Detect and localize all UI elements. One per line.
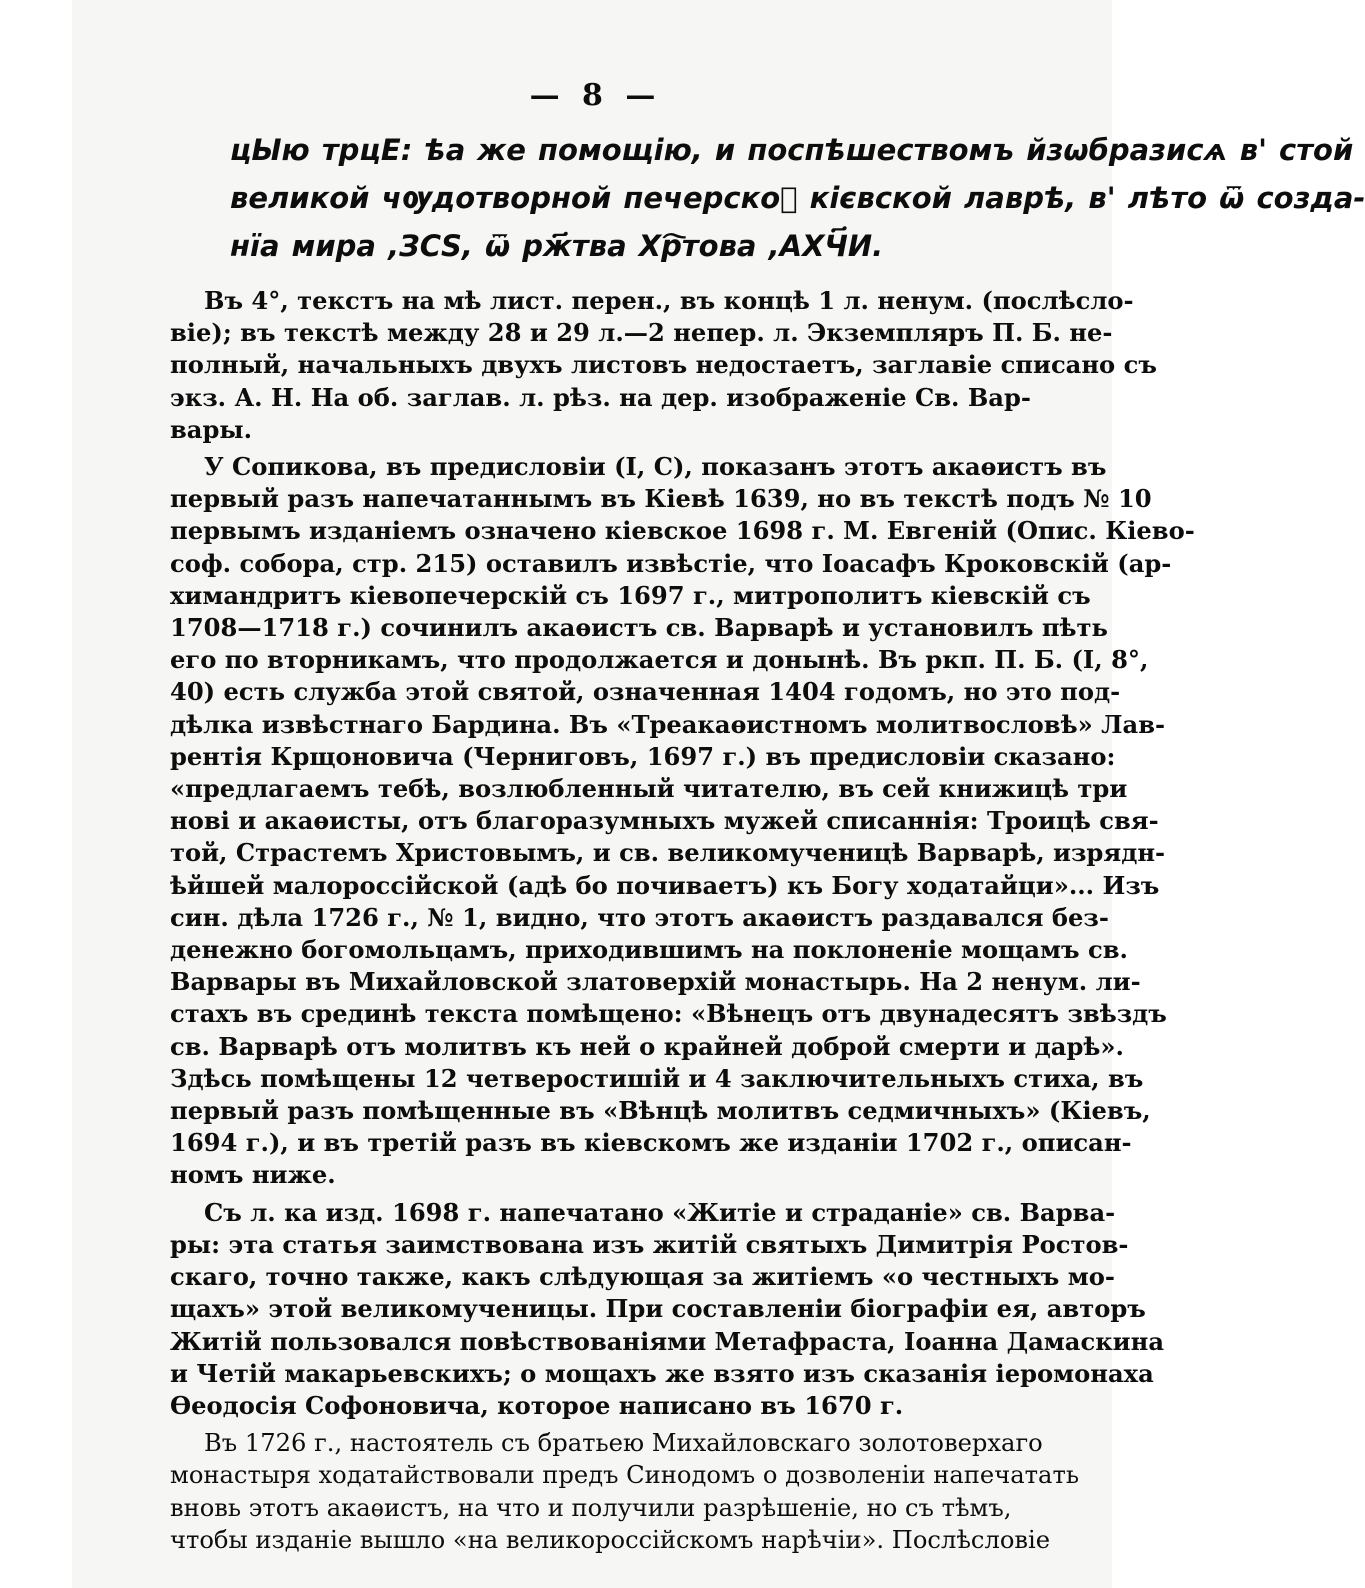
text-line: Въ 1726 г., настоятель съ братьею Михайловскаго золотоверхаго — [204, 1429, 1043, 1458]
paragraph-sopikov — [170, 451, 1195, 1192]
text-line: 40) есть служба этой святой, означенная 1404 годомъ, но это под- — [170, 677, 1121, 707]
text-line: вары. — [170, 414, 253, 444]
text-line: син. дѣла 1726 г., № 1, видно, что этотъ акаѳистъ раздавался без- — [170, 902, 1109, 932]
text-line: Въ 4°, текстъ на мѣ лист. перен., въ концѣ 1 л. ненум. (послѣсло- — [204, 286, 1134, 315]
text-line: стахъ въ срединѣ текста помѣщено: «Вѣнецъ отъ двунадесятъ звѣздъ — [170, 999, 1167, 1029]
slavonic-line: великой чѹдотворной печерскоⷫ кієвской лаврѣ, в' лѣто ѿ созда- — [230, 181, 1365, 215]
text-line: 1694 г.), и въ третій разъ въ кіевскомъ же изданіи 1702 г., описан- — [170, 1128, 1132, 1158]
text-line: экз. А. Н. На об. заглав. л. рѣз. на дер. изображеніе Св. Вар- — [170, 382, 1031, 412]
text-line: химандритъ кіевопечерскій съ 1697 г., митрополитъ кіевскій съ — [170, 580, 1091, 610]
church-slavonic-quote — [230, 126, 1365, 270]
text-line: ры: эта статья заимствована изъ житій святыхъ Димитрія Ростов- — [170, 1229, 1129, 1259]
text-line: полный, начальныхъ двухъ листовъ недостаетъ, заглавіе списано съ — [170, 350, 1157, 380]
text-line: Житій пользовался повѣствованіями Метафраста, Іоанна Дамаскина — [170, 1326, 1164, 1356]
text-line: соф. собора, стр. 215) оставилъ извѣстіе, что Іоасафъ Кроковскій (ар- — [170, 548, 1172, 578]
text-line: номъ ниже. — [170, 1160, 336, 1190]
paragraph-zhitie — [170, 1197, 1164, 1422]
text-line: 1708—1718 г.) сочинилъ акаѳистъ св. Варварѣ и установилъ пѣть — [170, 613, 1108, 643]
text-line: щахъ» этой великомученицы. При составленіи біографіи ея, авторъ — [170, 1294, 1146, 1324]
text-line: монастыря ходатайствовали предъ Синодомъ о дозволеніи напечатать — [170, 1461, 1079, 1490]
page-number: — 8 — — [529, 78, 662, 113]
text-line: св. Варварѣ отъ молитвъ къ ней о крайней доброй смерти и дарѣ». — [170, 1031, 1124, 1061]
text-line: Здѣсь помѣщены 12 четверостишій и 4 заключительныхъ стиха, въ — [170, 1063, 1144, 1093]
text-line: денежно богомольцамъ, приходившимъ на поклоненіе мощамъ св. — [170, 935, 1128, 965]
main-text — [170, 285, 1195, 1561]
slavonic-line: нїа мира ,ЗСЅ, ѿ рж҃тва Хр҇това ,АХЧ҃И. — [230, 229, 884, 263]
text-line: первый разъ напечатаннымъ въ Кіевѣ 1639, но въ текстѣ подъ № 10 — [170, 484, 1152, 514]
text-line: «предлагаемъ тебѣ, возлюбленный читателю, въ сей книжицѣ три — [170, 774, 1128, 804]
text-line: чтобы изданіе вышло «на великороссійскомъ нарѣчіи». Послѣсловіе — [170, 1525, 1051, 1554]
text-line: и Четій макарьевскихъ; о мощахъ же взято изъ сказанія іеромонаха — [170, 1358, 1154, 1388]
text-line: его по вторникамъ, что продолжается и донынѣ. Въ ркп. П. Б. (I, 8°, — [170, 645, 1149, 675]
text-line: рентія Крщоновича (Черниговъ, 1697 г.) въ предисловіи сказано: — [170, 741, 1116, 771]
text-line: Съ л. ка изд. 1698 г. напечатано «Житіе и страданіе» св. Варва- — [204, 1197, 1116, 1227]
text-line: дѣлка извѣстнаго Бардина. Въ «Треакаѳистномъ молитвословѣ» Лав- — [170, 709, 1166, 739]
text-line: Ѳеодосія Софоновича, которое написано въ 1670 г. — [170, 1390, 904, 1420]
text-line: Варвары въ Михайловской златоверхій монастырь. На 2 ненум. ли- — [170, 967, 1141, 997]
text-line: той, Страстемъ Христовымъ, и св. великомученицѣ Варварѣ, изрядн- — [170, 838, 1166, 868]
text-line: скаго, точно также, какъ слѣдующая за житіемъ «о честныхъ мо- — [170, 1262, 1115, 1292]
text-line: первымъ изданіемъ означено кіевское 1698 г. М. Евгеній (Опис. Кіево- — [170, 516, 1195, 546]
text-line: вновь этотъ акаѳистъ, на что и получили разрѣшеніе, но съ тѣмъ, — [170, 1493, 1012, 1522]
text-line: ѣйшей малороссійской (адѣ бо почиваетъ) къ Богу ходатайци»... Изъ — [170, 870, 1160, 900]
text-line: первый разъ помѣщенные въ «Вѣнцѣ молитвъ седмичныхъ» (Кіевъ, — [170, 1096, 1151, 1126]
text-line: нові и акаѳисты, отъ благоразумныхъ мужей списаннія: Троицѣ свя- — [170, 806, 1159, 836]
paragraph-1726 — [170, 1427, 1079, 1556]
text-line: У Сопикова, въ предисловіи (I, C), показанъ этотъ акаѳистъ въ — [204, 452, 1107, 482]
text-line: віе); въ текстѣ между 28 и 29 л.—2 непер. л. Экземпляръ П. Б. не- — [170, 318, 1113, 348]
paragraph-description — [170, 285, 1157, 446]
slavonic-line: цЫю трцЕ: ѣа же помощію, и поспѣшествомъ йзѡбразисѧ в' стой — [230, 133, 1354, 167]
